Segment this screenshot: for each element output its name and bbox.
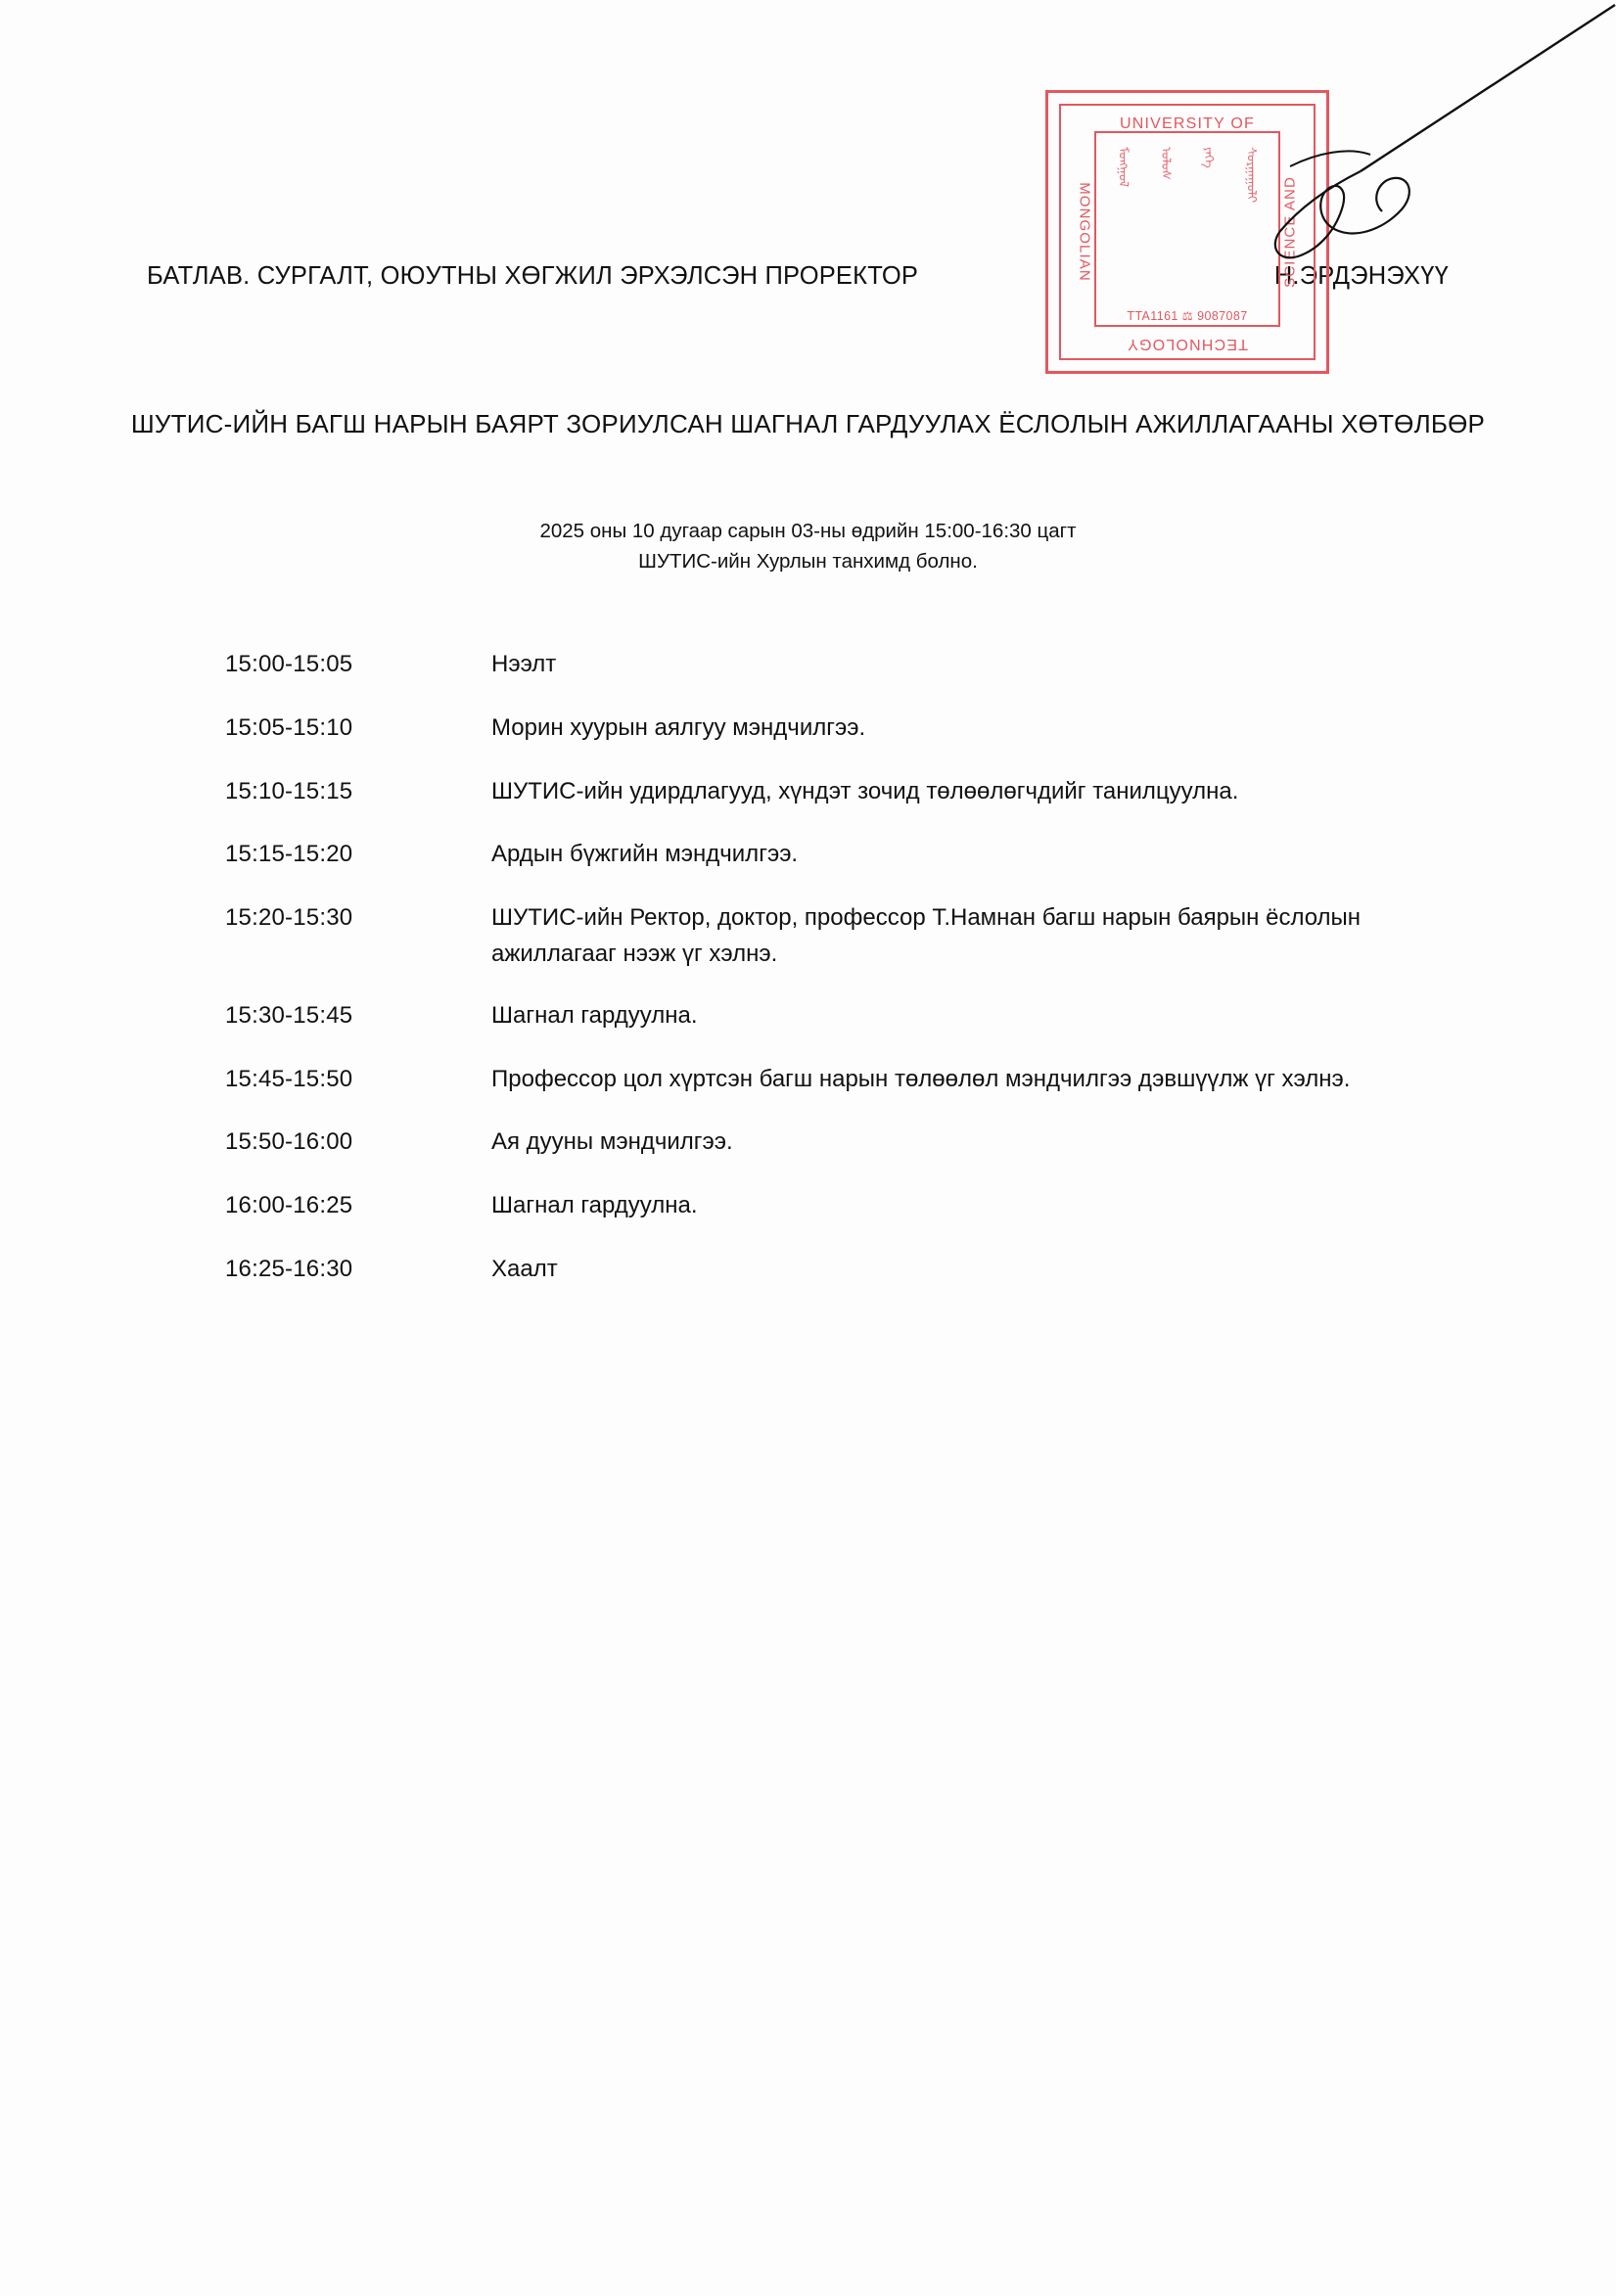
stamp-code: TTA1161 ⚖ 9087087 — [1127, 309, 1248, 323]
event-details — [0, 517, 1616, 577]
schedule-description: Морин хуурын аялгуу мэндчилгээ. — [491, 714, 866, 742]
schedule-time: 15:45-15:50 — [225, 1066, 353, 1093]
schedule-description: Ая дууны мэндчилгээ. — [491, 1127, 733, 1155]
approval-title: БАТЛАВ. СУРГАЛТ, ОЮУТНЫ ХӨГЖИЛ ЭРХЭЛСЭН ПРОРЕКТОР — [147, 262, 919, 290]
schedule-description: Профессор цол хүртсэн багш нарын төлөөлөл мэндчилгээ дэвшүүлж үг хэлнэ. — [491, 1066, 1351, 1093]
stamp-top-text: UNIVERSITY OF — [1120, 115, 1255, 132]
list-item — [225, 710, 1458, 746]
stamp-right-text: SCIENCE AND — [1281, 176, 1299, 288]
list-item — [225, 899, 1458, 972]
list-item — [225, 646, 1458, 682]
list-item — [225, 1251, 1458, 1287]
schedule-list — [225, 646, 1458, 1314]
schedule-description: Хаалт — [491, 1255, 558, 1282]
schedule-description: Ардын бүжгийн мэндчилгээ. — [491, 840, 799, 867]
schedule-description: Шагнал гардуулна. — [491, 1002, 698, 1030]
list-item — [225, 773, 1458, 809]
stamp-left-text: MONGOLIAN — [1076, 182, 1093, 282]
schedule-time: 16:00-16:25 — [225, 1191, 353, 1218]
list-item — [225, 836, 1458, 872]
official-stamp — [1045, 90, 1329, 374]
schedule-time: 15:10-15:15 — [225, 778, 353, 805]
schedule-time: 15:05-15:10 — [225, 714, 353, 742]
list-item — [225, 1124, 1458, 1160]
list-item — [225, 1187, 1458, 1223]
schedule-time: 15:50-16:00 — [225, 1127, 353, 1155]
stamp-bottom-text: TECHNOLOGY — [1127, 336, 1249, 352]
schedule-time: 15:15-15:20 — [225, 840, 353, 867]
schedule-description: Нээлт — [491, 651, 557, 677]
schedule-time: 15:00-15:05 — [225, 651, 353, 677]
schedule-description: Шагнал гардуулна. — [491, 1191, 698, 1218]
list-item — [225, 1061, 1458, 1097]
schedule-time: 15:20-15:30 — [225, 903, 353, 931]
schedule-time: 15:30-15:45 — [225, 1002, 353, 1030]
schedule-description: ШУТИС-ийн удирдлагууд, хүндэт зочид төлөөлөгчдийг танилцуулна. — [491, 778, 1239, 805]
schedule-time: 16:25-16:30 — [225, 1255, 353, 1282]
stamp-mongol-script: ᠮᠣᠩᠭᠣᠯ ᠤᠯᠤᠰ ᠶᠡᠬᠡ ᠰᠤᠷᠭᠠᠭᠤᠯᠢ — [1116, 147, 1260, 204]
schedule-description: ШУТИС-ийн Ректор, доктор, профессор Т.Намнан багш нарын баярын ёслолын ажиллагааг нээж үг хэлнэ. — [491, 903, 1362, 967]
page-title: ШУТИС-ИЙН БАГШ НАРЫН БАЯРТ ЗОРИУЛСАН ШАГНАЛ ГАРДУУЛАХ ЁСЛОЛЫН АЖИЛЛАГААНЫ ХӨТӨЛБӨР — [130, 409, 1486, 438]
event-datetime: 2025 оны 10 дугаар сарын 03-ны өдрийн 15:00-16:30 цагт — [539, 520, 1077, 542]
event-venue: ШУТИС-ийн Хурлын танхимд болно. — [638, 549, 978, 573]
approver-name: Н.ЭРДЭНЭХҮҮ — [1273, 262, 1449, 290]
list-item — [225, 997, 1458, 1033]
